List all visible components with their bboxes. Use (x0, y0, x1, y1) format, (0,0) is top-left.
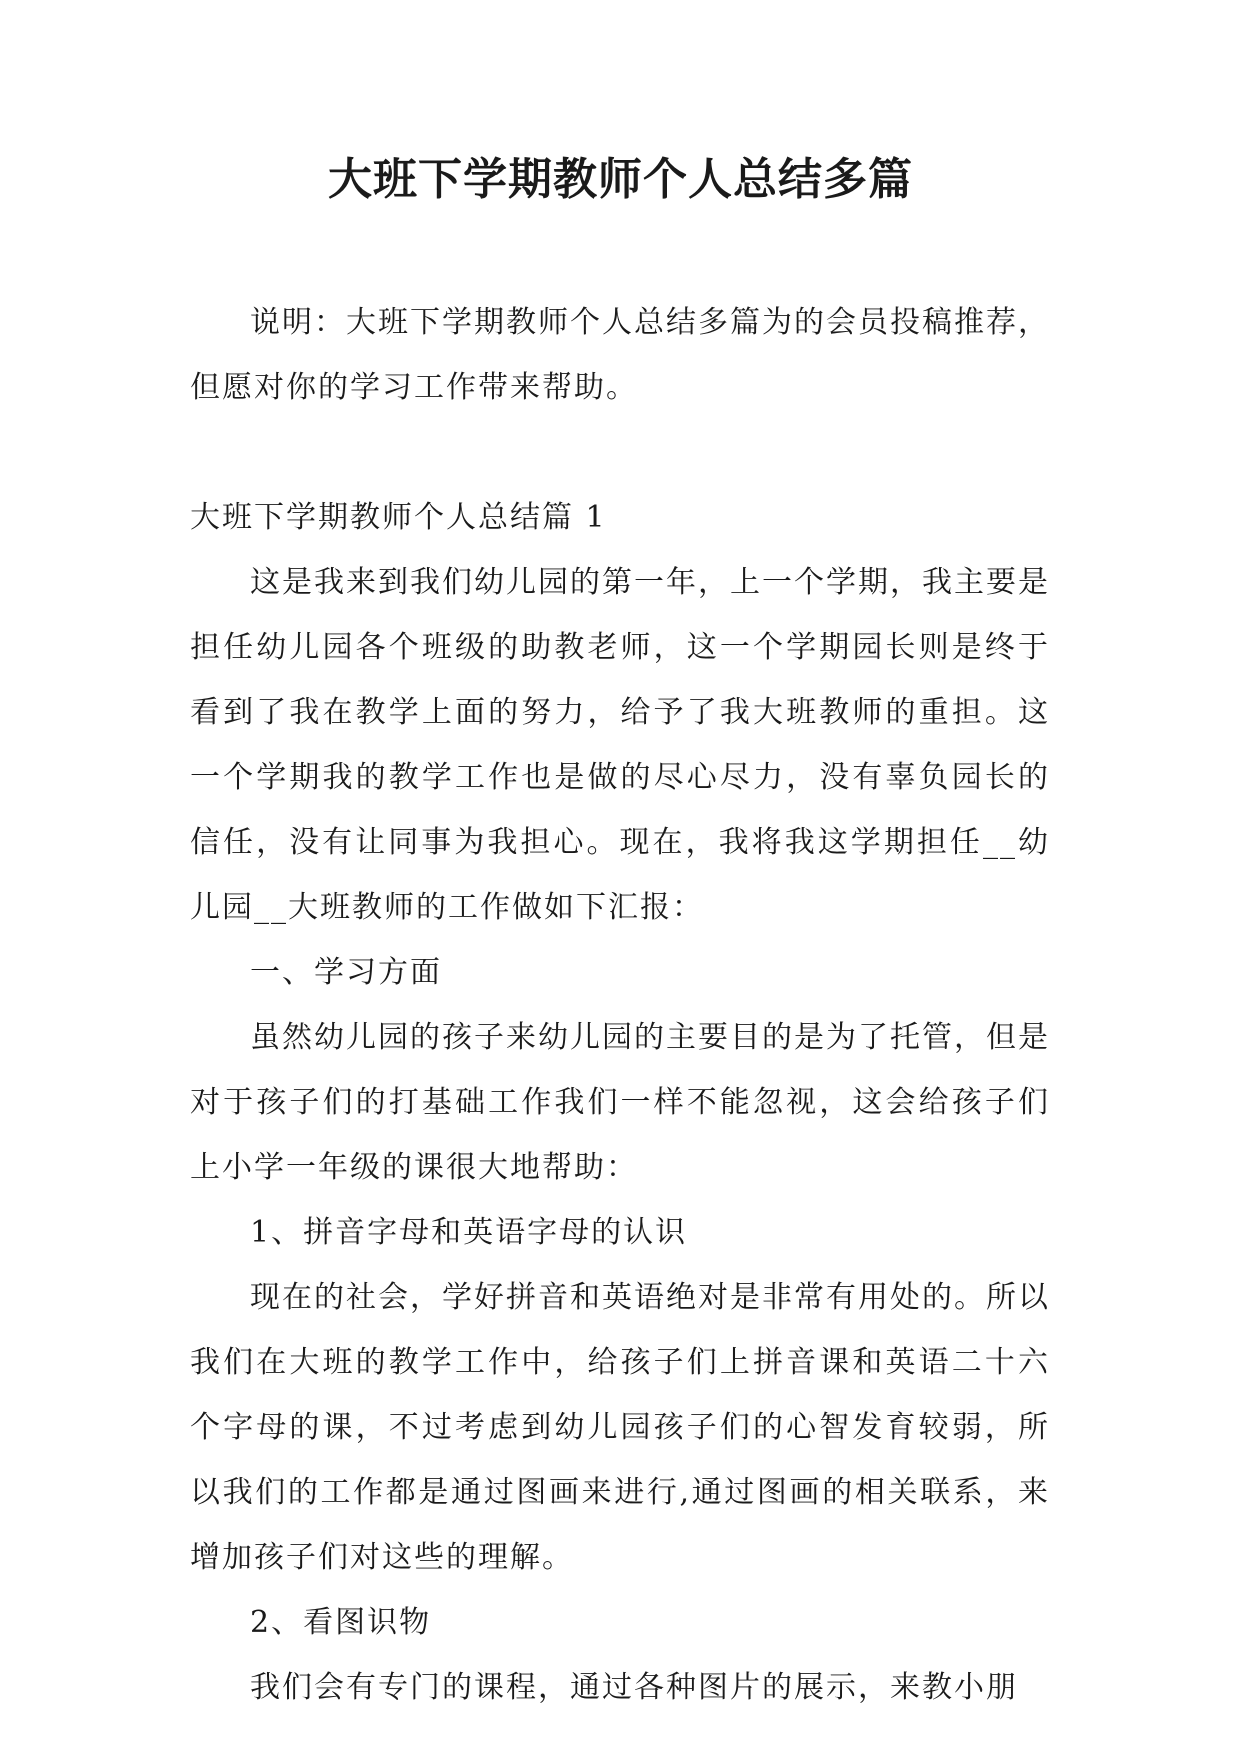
subheading: 1、拼音字母和英语字母的认识 (250, 1215, 688, 1250)
subheading: 一、学习方面 (250, 955, 442, 990)
paragraph: 我们会有专门的课程，通过各种图片的展示，来教小朋 (250, 1670, 1018, 1705)
paragraph: 这是我来到我们幼儿园的第一年，上一个学期，我主要是担任幼儿园各个班级的助教老师，这一个学期园长则是终于看到了我在教学上面的努力，给予了我大班教师的重担。这一个学期我的教学工作也是做的尽心尽力，没有辜负园长的信任，没有让同事为我担心。现在，我将我这学期担任__幼儿园__大班教师的工作做如下汇报： (190, 565, 1050, 925)
paragraph: 虽然幼儿园的孩子来幼儿园的主要目的是为了托管，但是对于孩子们的打基础工作我们一样不能忽视，这会给孩子们上小学一年级的课很大地帮助： (190, 1020, 1050, 1185)
document-title: 大班下学期教师个人总结多篇 (328, 154, 913, 205)
document-body (190, 290, 1050, 1720)
subheading: 2、看图识物 (250, 1605, 432, 1640)
paragraph: 现在的社会，学好拼音和英语绝对是非常有用处的。所以我们在大班的教学工作中，给孩子们上拼音课和英语二十六个字母的课，不过考虑到幼儿园孩子们的心智发育较弱，所以我们的工作都是通过图画来进行,通过图画的相关联系，来增加孩子们对这些的理解。 (190, 1280, 1050, 1575)
intro-paragraph: 说明：大班下学期教师个人总结多篇为的会员投稿推荐，但愿对你的学习工作带来帮助。 (190, 305, 1050, 405)
spacer (190, 420, 1050, 485)
section-heading: 大班下学期教师个人总结篇 1 (190, 500, 607, 535)
